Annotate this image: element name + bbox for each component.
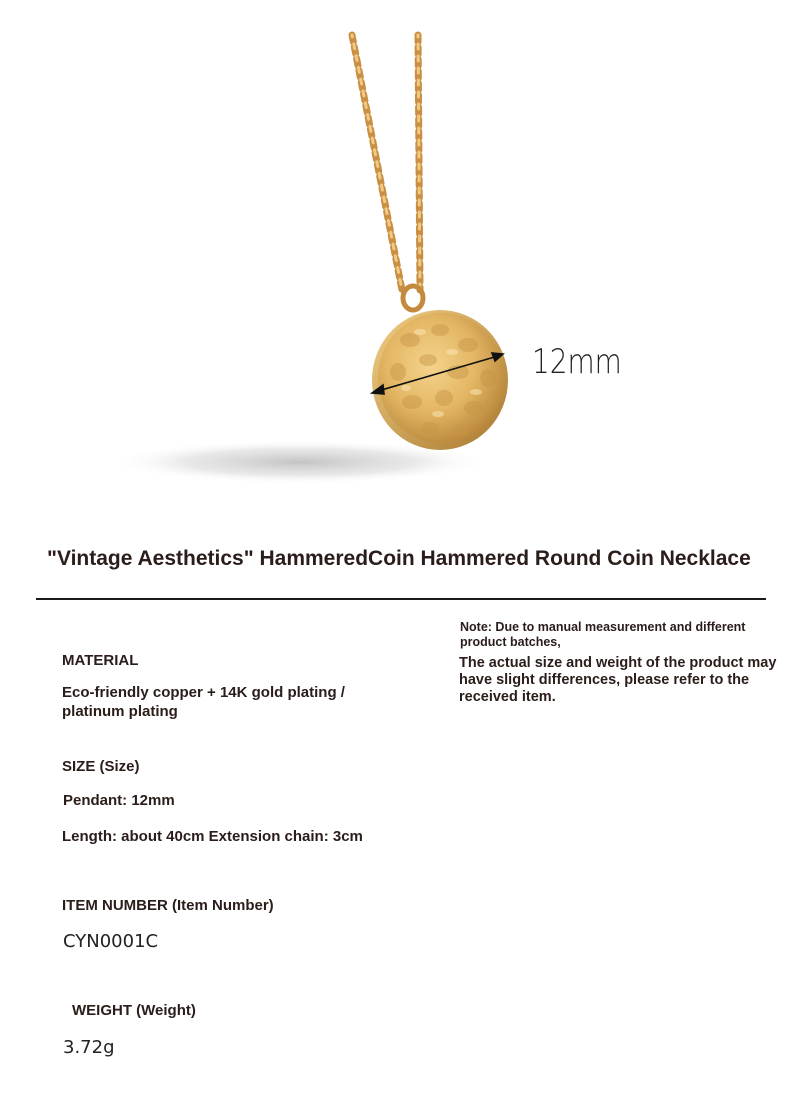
note-measurement: Note: Due to manual measurement and different product batches, (460, 620, 746, 649)
item-number-value: CYN0001C (63, 931, 159, 952)
coin-pendant (372, 310, 508, 450)
material-value: Eco-friendly copper + 14K gold plating / platinum plating (62, 684, 345, 720)
divider (36, 598, 766, 600)
chain-right (418, 35, 420, 290)
necklace-illustration (0, 0, 800, 520)
item-number-label: ITEM NUMBER (Item Number) (62, 897, 274, 914)
weight-value: 3.72g (63, 1037, 115, 1058)
size-length: Length: about 40cm Extension chain: 3cm (62, 828, 363, 845)
size-label: SIZE (Size) (62, 758, 140, 775)
note-difference: The actual size and weight of the product may have slight differences, please refer to the received item. (459, 655, 777, 705)
weight-label: WEIGHT (Weight) (72, 1002, 196, 1019)
dimension-label: 12mm (532, 342, 622, 382)
chain-left (352, 35, 402, 290)
material-label: MATERIAL (62, 652, 139, 669)
pendant-bail (403, 286, 423, 310)
size-pendant: Pendant: 12mm (63, 792, 175, 809)
product-title: "Vintage Aesthetics" HammeredCoin Hammered Round Coin Necklace (47, 547, 751, 570)
product-photo (0, 0, 800, 520)
